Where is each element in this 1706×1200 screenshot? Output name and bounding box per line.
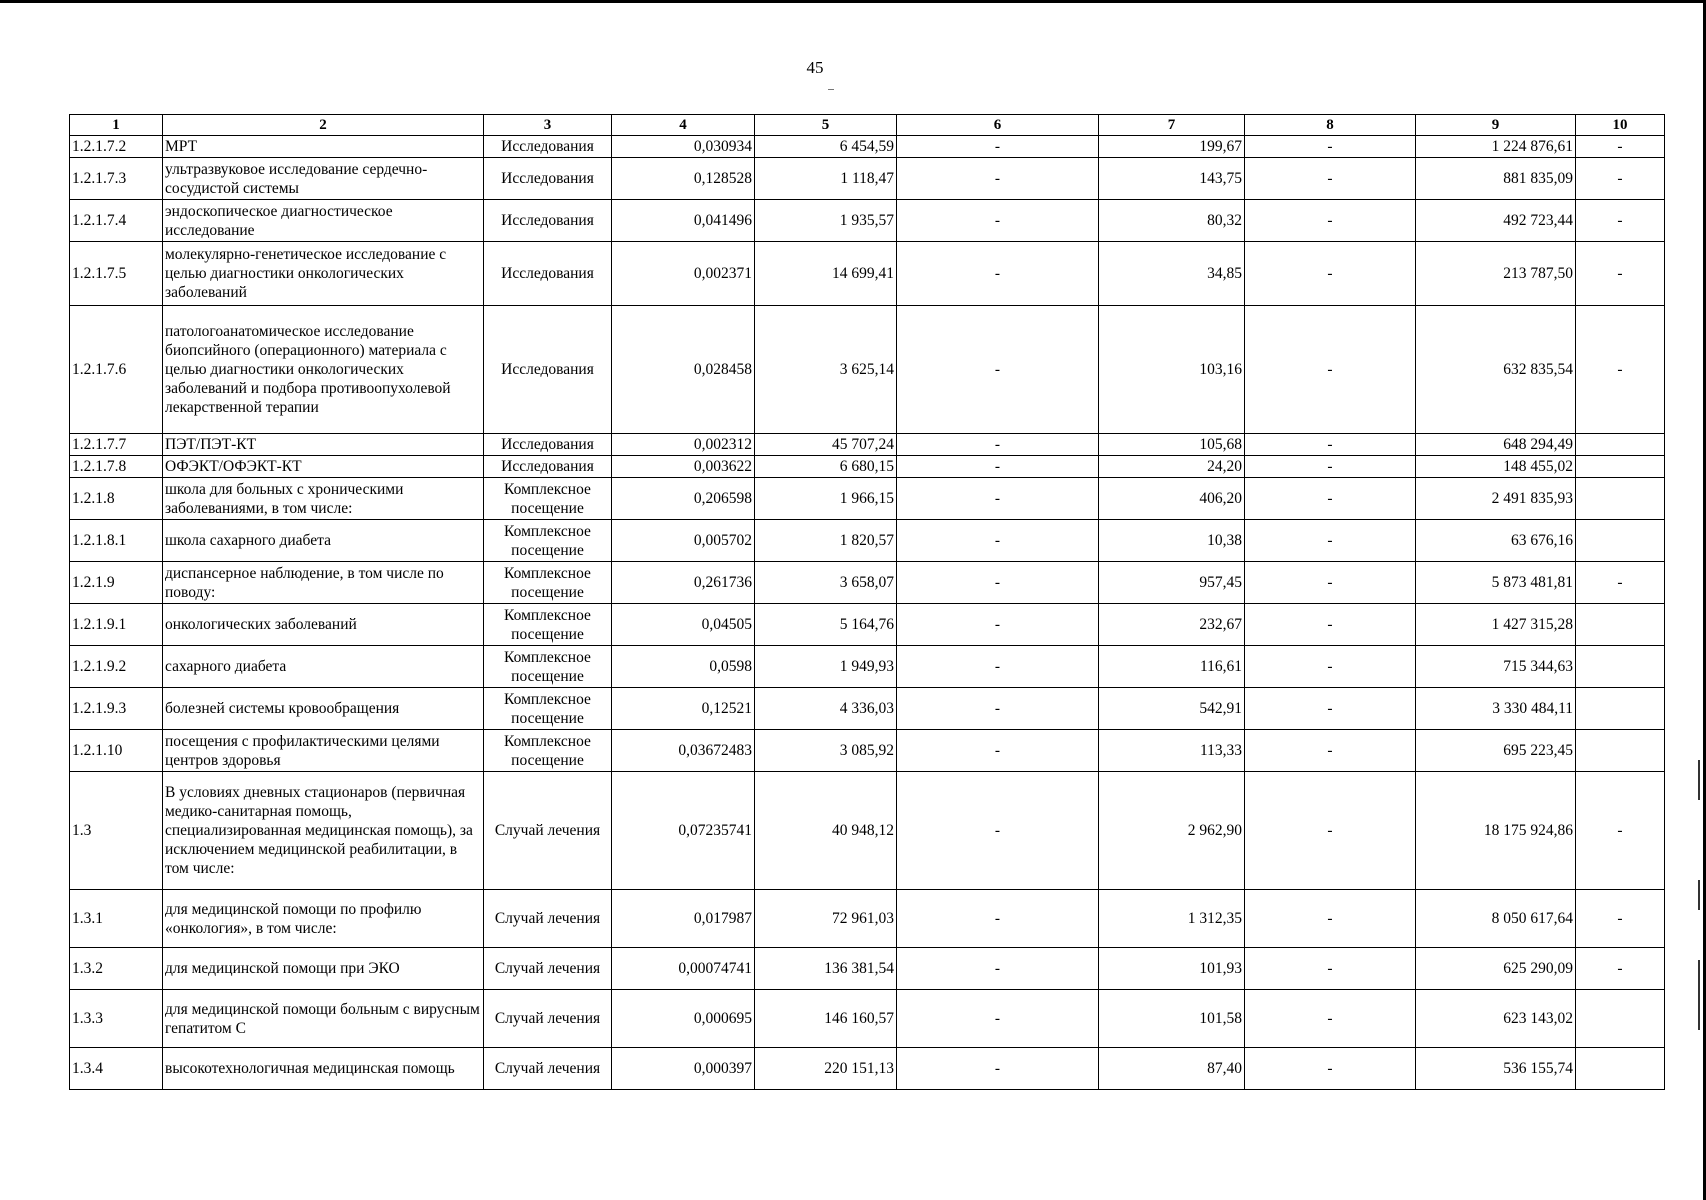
row-col9-value: 715 344,63: [1416, 646, 1576, 688]
row-col6-value: -: [897, 478, 1099, 520]
row-name: для медицинской помощи по профилю «онкология», в том числе:: [163, 890, 484, 948]
column-header: 9: [1416, 115, 1576, 136]
row-col8-value: -: [1245, 730, 1416, 772]
row-col4-value: 0,04505: [612, 604, 755, 646]
row-col4-value: 0,041496: [612, 200, 755, 242]
table-row: [70, 200, 1665, 242]
row-col9-value: 3 330 484,11: [1416, 688, 1576, 730]
row-col6-value: -: [897, 562, 1099, 604]
row-col4-value: 0,07235741: [612, 772, 755, 890]
table-row: [70, 158, 1665, 200]
row-name: школа для больных с хроническими заболеваниями, в том числе:: [163, 478, 484, 520]
row-col7-value: 116,61: [1099, 646, 1245, 688]
row-col5-value: 3 658,07: [755, 562, 897, 604]
row-name: болезней системы кровообращения: [163, 688, 484, 730]
row-code: 1.2.1.9.2: [70, 646, 163, 688]
row-col5-value: 1 935,57: [755, 200, 897, 242]
row-col10-value: -: [1576, 242, 1665, 306]
row-col8-value: -: [1245, 520, 1416, 562]
row-col7-value: 143,75: [1099, 158, 1245, 200]
row-col10-value: -: [1576, 890, 1665, 948]
row-unit: Исследования: [484, 242, 612, 306]
row-col9-value: 632 835,54: [1416, 306, 1576, 434]
row-col7-value: 957,45: [1099, 562, 1245, 604]
row-col7-value: 101,58: [1099, 990, 1245, 1048]
row-unit: Случай лечения: [484, 772, 612, 890]
row-col6-value: -: [897, 730, 1099, 772]
row-col8-value: -: [1245, 562, 1416, 604]
row-col4-value: 0,00074741: [612, 948, 755, 990]
scan-margin-mark: [1698, 960, 1700, 1030]
row-col10-value: [1576, 478, 1665, 520]
row-col9-value: 623 143,02: [1416, 990, 1576, 1048]
row-col4-value: 0,028458: [612, 306, 755, 434]
row-code: 1.2.1.7.2: [70, 136, 163, 158]
column-header: 1: [70, 115, 163, 136]
table-row: [70, 604, 1665, 646]
row-col10-value: -: [1576, 772, 1665, 890]
row-col4-value: 0,002371: [612, 242, 755, 306]
row-col6-value: -: [897, 456, 1099, 478]
table-row: [70, 242, 1665, 306]
column-header: 7: [1099, 115, 1245, 136]
table-row: [70, 434, 1665, 456]
row-name: В условиях дневных стационаров (первичная медико-санитарная помощь, специализированная медицинская помощь), за исключением медицинской реабилитации, в том числе:: [163, 772, 484, 890]
row-col8-value: -: [1245, 646, 1416, 688]
row-name: для медицинской помощи больным с вирусным гепатитом С: [163, 990, 484, 1048]
row-col5-value: 3 085,92: [755, 730, 897, 772]
row-col4-value: 0,000695: [612, 990, 755, 1048]
row-col5-value: 220 151,13: [755, 1048, 897, 1090]
row-col5-value: 6 680,15: [755, 456, 897, 478]
column-header: 10: [1576, 115, 1665, 136]
table-row: [70, 456, 1665, 478]
row-name: патологоанатомическое исследование биопсийного (операционного) материала с целью диагностики онкологических заболеваний и подбора противоопухолевой лекарственной терапии: [163, 306, 484, 434]
row-name: для медицинской помощи при ЭКО: [163, 948, 484, 990]
row-col8-value: -: [1245, 136, 1416, 158]
row-col4-value: 0,128528: [612, 158, 755, 200]
row-col10-value: [1576, 520, 1665, 562]
row-col4-value: 0,002312: [612, 434, 755, 456]
row-unit: Комплексное посещение: [484, 730, 612, 772]
row-col5-value: 136 381,54: [755, 948, 897, 990]
row-col6-value: -: [897, 948, 1099, 990]
row-col10-value: [1576, 1048, 1665, 1090]
row-col10-value: [1576, 688, 1665, 730]
row-col7-value: 542,91: [1099, 688, 1245, 730]
row-col4-value: 0,0598: [612, 646, 755, 688]
row-col8-value: -: [1245, 688, 1416, 730]
row-col8-value: -: [1245, 890, 1416, 948]
table-row: [70, 562, 1665, 604]
row-col4-value: 0,03672483: [612, 730, 755, 772]
row-name: онкологических заболеваний: [163, 604, 484, 646]
row-col5-value: 5 164,76: [755, 604, 897, 646]
row-col7-value: 103,16: [1099, 306, 1245, 434]
row-col7-value: 34,85: [1099, 242, 1245, 306]
row-col9-value: 5 873 481,81: [1416, 562, 1576, 604]
row-col5-value: 4 336,03: [755, 688, 897, 730]
row-name: диспансерное наблюдение, в том числе по поводу:: [163, 562, 484, 604]
table-row: [70, 306, 1665, 434]
row-unit: Случай лечения: [484, 1048, 612, 1090]
row-col5-value: 3 625,14: [755, 306, 897, 434]
row-col9-value: 1 427 315,28: [1416, 604, 1576, 646]
header-row: [70, 115, 1665, 136]
row-col5-value: 6 454,59: [755, 136, 897, 158]
row-col10-value: -: [1576, 200, 1665, 242]
column-header: 8: [1245, 115, 1416, 136]
row-col9-value: 695 223,45: [1416, 730, 1576, 772]
row-col8-value: -: [1245, 434, 1416, 456]
table-row: [70, 136, 1665, 158]
row-col9-value: 148 455,02: [1416, 456, 1576, 478]
row-col10-value: [1576, 730, 1665, 772]
row-col10-value: [1576, 990, 1665, 1048]
table-row: [70, 1048, 1665, 1090]
row-unit: Случай лечения: [484, 890, 612, 948]
column-header: 2: [163, 115, 484, 136]
page-dot: [828, 89, 834, 90]
row-col4-value: 0,017987: [612, 890, 755, 948]
table-row: [70, 688, 1665, 730]
row-unit: Исследования: [484, 136, 612, 158]
row-col6-value: -: [897, 990, 1099, 1048]
row-col5-value: 45 707,24: [755, 434, 897, 456]
row-col7-value: 24,20: [1099, 456, 1245, 478]
row-col5-value: 1 966,15: [755, 478, 897, 520]
row-unit: Случай лечения: [484, 948, 612, 990]
row-col7-value: 2 962,90: [1099, 772, 1245, 890]
row-code: 1.3.4: [70, 1048, 163, 1090]
row-col7-value: 199,67: [1099, 136, 1245, 158]
row-unit: Комплексное посещение: [484, 688, 612, 730]
row-col4-value: 0,000397: [612, 1048, 755, 1090]
row-code: 1.2.1.10: [70, 730, 163, 772]
row-unit: Комплексное посещение: [484, 646, 612, 688]
row-code: 1.2.1.9.1: [70, 604, 163, 646]
row-col8-value: -: [1245, 158, 1416, 200]
row-name: посещения с профилактическими целями центров здоровья: [163, 730, 484, 772]
row-name: высокотехнологичная медицинская помощь: [163, 1048, 484, 1090]
table-row: [70, 730, 1665, 772]
row-col10-value: [1576, 646, 1665, 688]
row-unit: Комплексное посещение: [484, 562, 612, 604]
row-col7-value: 1 312,35: [1099, 890, 1245, 948]
row-col10-value: -: [1576, 948, 1665, 990]
row-code: 1.2.1.8: [70, 478, 163, 520]
row-name: эндоскопическое диагностическое исследование: [163, 200, 484, 242]
row-col7-value: 101,93: [1099, 948, 1245, 990]
row-col4-value: 0,005702: [612, 520, 755, 562]
column-header: 4: [612, 115, 755, 136]
row-unit: Исследования: [484, 200, 612, 242]
row-col5-value: 72 961,03: [755, 890, 897, 948]
row-col9-value: 1 224 876,61: [1416, 136, 1576, 158]
row-col10-value: [1576, 434, 1665, 456]
row-col9-value: 536 155,74: [1416, 1048, 1576, 1090]
row-col10-value: -: [1576, 158, 1665, 200]
row-name: ОФЭКТ/ОФЭКТ-КТ: [163, 456, 484, 478]
row-col4-value: 0,261736: [612, 562, 755, 604]
row-name: молекулярно-генетическое исследование с целью диагностики онкологических заболеваний: [163, 242, 484, 306]
row-col7-value: 406,20: [1099, 478, 1245, 520]
row-col7-value: 105,68: [1099, 434, 1245, 456]
table-row: [70, 890, 1665, 948]
row-code: 1.2.1.9.3: [70, 688, 163, 730]
row-code: 1.2.1.7.7: [70, 434, 163, 456]
row-unit: Комплексное посещение: [484, 478, 612, 520]
row-code: 1.2.1.9: [70, 562, 163, 604]
row-code: 1.3: [70, 772, 163, 890]
row-col8-value: -: [1245, 306, 1416, 434]
row-code: 1.3.1: [70, 890, 163, 948]
row-col5-value: 1 118,47: [755, 158, 897, 200]
row-col6-value: -: [897, 890, 1099, 948]
table-row: [70, 990, 1665, 1048]
row-unit: Случай лечения: [484, 990, 612, 1048]
row-col10-value: -: [1576, 136, 1665, 158]
row-col10-value: -: [1576, 306, 1665, 434]
row-col8-value: -: [1245, 456, 1416, 478]
row-col7-value: 232,67: [1099, 604, 1245, 646]
row-unit: Исследования: [484, 306, 612, 434]
row-name: МРТ: [163, 136, 484, 158]
row-name: сахарного диабета: [163, 646, 484, 688]
row-col10-value: -: [1576, 562, 1665, 604]
row-col4-value: 0,003622: [612, 456, 755, 478]
row-col9-value: 213 787,50: [1416, 242, 1576, 306]
row-col6-value: -: [897, 158, 1099, 200]
table-row: [70, 772, 1665, 890]
row-col6-value: -: [897, 434, 1099, 456]
row-name: ПЭТ/ПЭТ-КТ: [163, 434, 484, 456]
row-col6-value: -: [897, 306, 1099, 434]
row-col9-value: 492 723,44: [1416, 200, 1576, 242]
page-number: 45: [806, 58, 824, 77]
row-code: 1.3.3: [70, 990, 163, 1048]
row-col4-value: 0,030934: [612, 136, 755, 158]
row-col9-value: 2 491 835,93: [1416, 478, 1576, 520]
row-col6-value: -: [897, 1048, 1099, 1090]
row-col6-value: -: [897, 646, 1099, 688]
row-col6-value: -: [897, 136, 1099, 158]
row-col5-value: 1 820,57: [755, 520, 897, 562]
column-header: 5: [755, 115, 897, 136]
row-code: 1.2.1.7.6: [70, 306, 163, 434]
row-col8-value: -: [1245, 604, 1416, 646]
row-name: ультразвуковое исследование сердечно-сосудистой системы: [163, 158, 484, 200]
row-col7-value: 80,32: [1099, 200, 1245, 242]
scan-edge-top: [0, 0, 1706, 3]
row-col7-value: 113,33: [1099, 730, 1245, 772]
scan-margin-mark: [1698, 880, 1700, 910]
table-row: [70, 520, 1665, 562]
row-col6-value: -: [897, 772, 1099, 890]
row-unit: Исследования: [484, 158, 612, 200]
row-code: 1.2.1.7.4: [70, 200, 163, 242]
row-col8-value: -: [1245, 990, 1416, 1048]
row-col9-value: 18 175 924,86: [1416, 772, 1576, 890]
row-col8-value: -: [1245, 948, 1416, 990]
row-col6-value: -: [897, 604, 1099, 646]
row-code: 1.2.1.7.3: [70, 158, 163, 200]
row-col5-value: 14 699,41: [755, 242, 897, 306]
table-row: [70, 948, 1665, 990]
row-name: школа сахарного диабета: [163, 520, 484, 562]
row-col8-value: -: [1245, 200, 1416, 242]
table-row: [70, 478, 1665, 520]
row-col6-value: -: [897, 688, 1099, 730]
row-col9-value: 625 290,09: [1416, 948, 1576, 990]
row-col8-value: -: [1245, 1048, 1416, 1090]
row-col6-value: -: [897, 520, 1099, 562]
row-unit: Исследования: [484, 456, 612, 478]
row-col9-value: 63 676,16: [1416, 520, 1576, 562]
row-code: 1.2.1.7.8: [70, 456, 163, 478]
row-col8-value: -: [1245, 242, 1416, 306]
row-unit: Исследования: [484, 434, 612, 456]
row-col8-value: -: [1245, 478, 1416, 520]
row-col10-value: [1576, 456, 1665, 478]
row-unit: Комплексное посещение: [484, 604, 612, 646]
row-col9-value: 648 294,49: [1416, 434, 1576, 456]
row-col10-value: [1576, 604, 1665, 646]
row-code: 1.3.2: [70, 948, 163, 990]
data-table: [69, 114, 1665, 1090]
scan-margin-mark: [1698, 760, 1700, 800]
row-col9-value: 8 050 617,64: [1416, 890, 1576, 948]
row-col4-value: 0,206598: [612, 478, 755, 520]
row-col4-value: 0,12521: [612, 688, 755, 730]
row-col6-value: -: [897, 242, 1099, 306]
row-col7-value: 87,40: [1099, 1048, 1245, 1090]
table-row: [70, 646, 1665, 688]
row-col5-value: 146 160,57: [755, 990, 897, 1048]
column-header: 3: [484, 115, 612, 136]
row-col9-value: 881 835,09: [1416, 158, 1576, 200]
row-code: 1.2.1.7.5: [70, 242, 163, 306]
row-col6-value: -: [897, 200, 1099, 242]
row-col7-value: 10,38: [1099, 520, 1245, 562]
row-code: 1.2.1.8.1: [70, 520, 163, 562]
row-col5-value: 1 949,93: [755, 646, 897, 688]
row-unit: Комплексное посещение: [484, 520, 612, 562]
column-header: 6: [897, 115, 1099, 136]
row-col8-value: -: [1245, 772, 1416, 890]
row-col5-value: 40 948,12: [755, 772, 897, 890]
